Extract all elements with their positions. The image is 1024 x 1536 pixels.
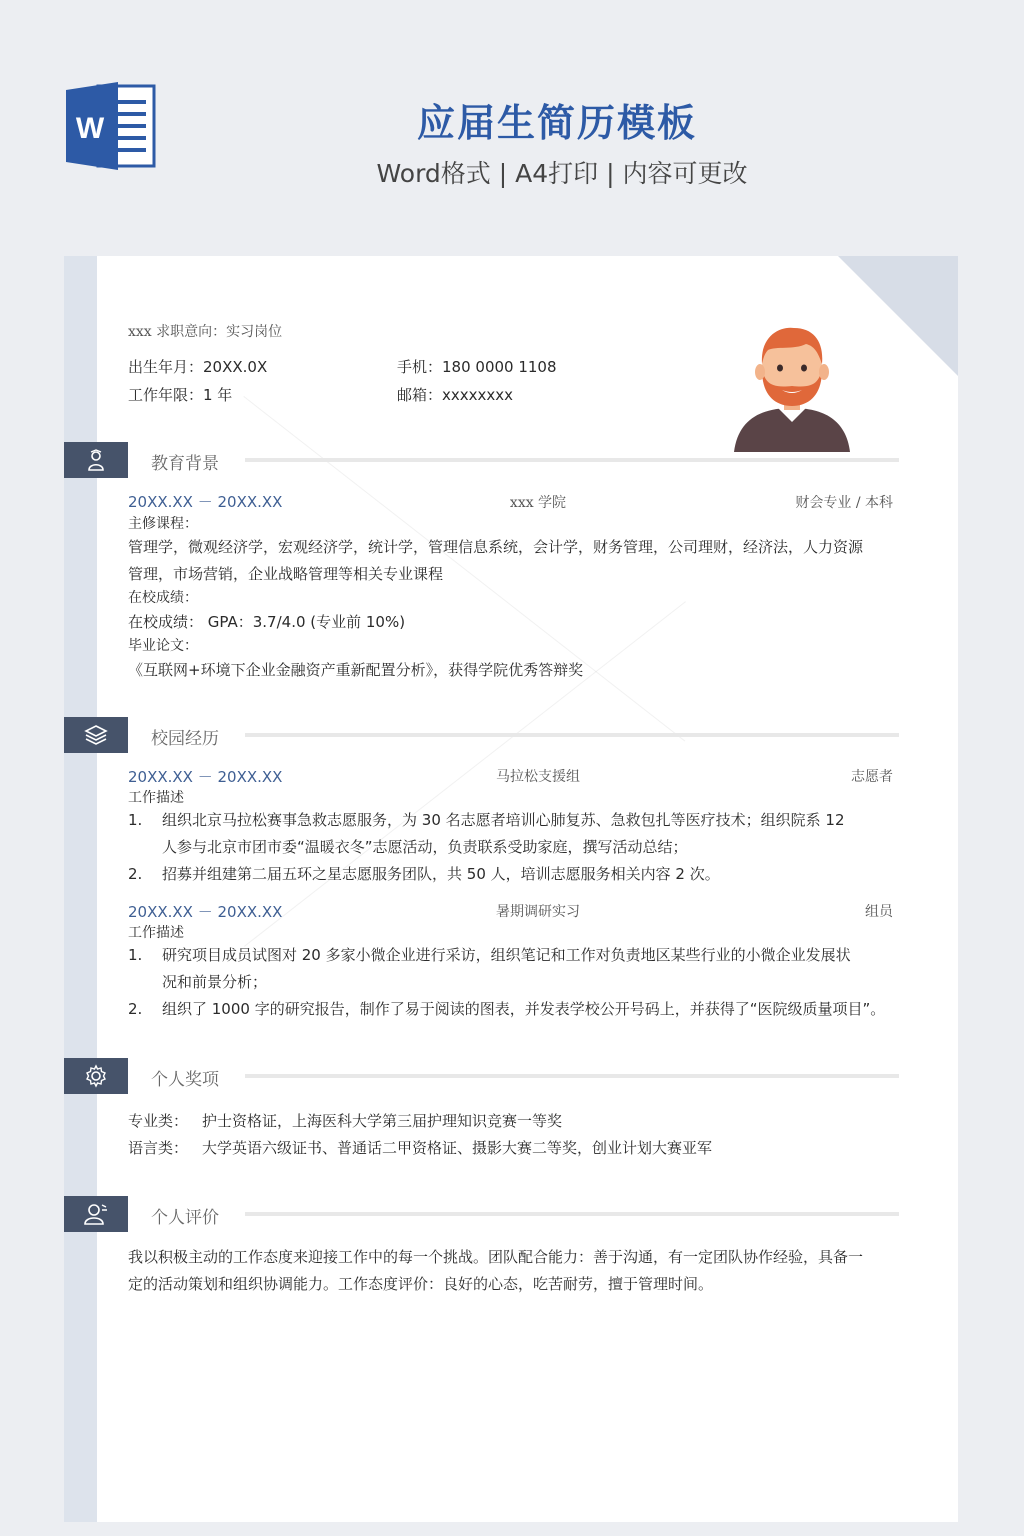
grades-label: 在校成绩： <box>128 590 198 606</box>
list-item: 1. 研究项目成员试图对 20 多家小微企业进行采访，组织笔记和工作对负责地区某些行业的小微企业发展状 况和前景分析； <box>128 946 851 991</box>
gear-icon <box>84 1064 108 1088</box>
email: 邮箱：xxxxxxxx <box>397 386 514 404</box>
award-label: 语言类： <box>128 1139 189 1157</box>
campus-org: 马拉松支援组 <box>496 769 580 785</box>
education-section-icon-box <box>64 442 128 478</box>
section-divider <box>245 733 899 737</box>
avatar <box>732 324 852 452</box>
layers-icon <box>84 724 108 746</box>
evaluation-section-icon-box <box>64 1196 128 1232</box>
phone: 手机：180 0000 1108 <box>397 358 557 376</box>
resume-page <box>64 256 958 1522</box>
job-intent: xxx 求职意向：实习岗位 <box>128 324 283 340</box>
award-label: 专业类： <box>128 1112 189 1130</box>
list-item: 2. 招募并组建第二届五环之星志愿服务团队，共 50 人，培训志愿服务相关内容 2 次。 <box>128 865 720 883</box>
banner-subtitle: Word格式 | A4打印 | 内容可更改 <box>376 159 748 188</box>
courses-label: 主修课程： <box>128 516 198 532</box>
courses-line: 管理学，微观经济学，宏观经济学，统计学，管理信息系统，会计学，财务管理，公司理财，经济法，人力资源 <box>128 538 864 556</box>
award-value: 护士资格证，上海医科大学第三届护理知识竞赛一等奖 <box>202 1112 563 1130</box>
award-value: 大学英语六级证书、普通话二甲资格证、摄影大赛二等奖，创业计划大赛亚军 <box>202 1139 713 1157</box>
campus-role: 志愿者 <box>851 769 893 785</box>
campus-date: 20XX.XX － 20XX.XX <box>128 768 283 786</box>
banner-title: 应届生简历模板 <box>416 101 697 145</box>
work-desc-label: 工作描述 <box>128 925 184 941</box>
list-item: 2. 组织了 1000 字的研究报告，制作了易于阅读的图表，并发表学校公开号码上，并获得了“医院级质量项目”。 <box>128 1000 886 1018</box>
campus-section-icon-box <box>64 717 128 753</box>
section-title-awards: 个人奖项 <box>151 1070 219 1090</box>
awards-section-icon-box <box>64 1058 128 1094</box>
campus-role: 组员 <box>865 904 893 920</box>
work-years: 工作年限：1 年 <box>128 386 233 404</box>
list-item: 1. 组织北京马拉松赛事急救志愿服务，为 30 名志愿者培训心肺复苏、急救包扎等医疗技术；组织院系 12 人参与北京市团市委“温暖衣冬”志愿活动，负责联系受助家庭，撰写活动总结； <box>128 811 845 856</box>
campus-date: 20XX.XX － 20XX.XX <box>128 903 283 921</box>
graduate-icon <box>86 449 106 471</box>
section-title-evaluation: 个人评价 <box>151 1208 219 1228</box>
education-school: xxx 学院 <box>509 495 567 511</box>
user-icon <box>83 1202 109 1226</box>
evaluation-text: 我以积极主动的工作态度来迎接工作中的每一个挑战。团队配合能力：善于沟通，有一定团队协作经验，具备一 定的活动策划和组织协调能力。工作态度评价：良好的心态，吃苦耐劳，擅于管理时间。 <box>128 1248 864 1293</box>
section-title-education: 教育背景 <box>151 454 219 474</box>
thesis: 《互联网+环境下企业金融资产重新配置分析》，获得学院优秀答辩奖 <box>128 661 584 679</box>
education-major: 财会专业 / 本科 <box>795 495 893 511</box>
thesis-label: 毕业论文： <box>128 638 198 654</box>
campus-org: 暑期调研实习 <box>496 904 580 920</box>
svg-text:W: W <box>75 112 105 145</box>
education-date: 20XX.XX － 20XX.XX <box>128 493 283 511</box>
section-divider <box>245 1074 899 1078</box>
courses-line: 管理，市场营销，企业战略管理等相关专业课程 <box>128 565 444 583</box>
work-desc-label: 工作描述 <box>128 790 184 806</box>
birth-date: 出生年月：20XX.0X <box>128 358 268 376</box>
section-divider <box>245 458 899 462</box>
grades: 在校成绩： GPA：3.7/4.0 (专业前 10%) <box>128 613 406 631</box>
section-title-campus: 校园经历 <box>151 729 219 749</box>
corner-decoration <box>838 256 958 376</box>
section-divider <box>245 1212 899 1216</box>
